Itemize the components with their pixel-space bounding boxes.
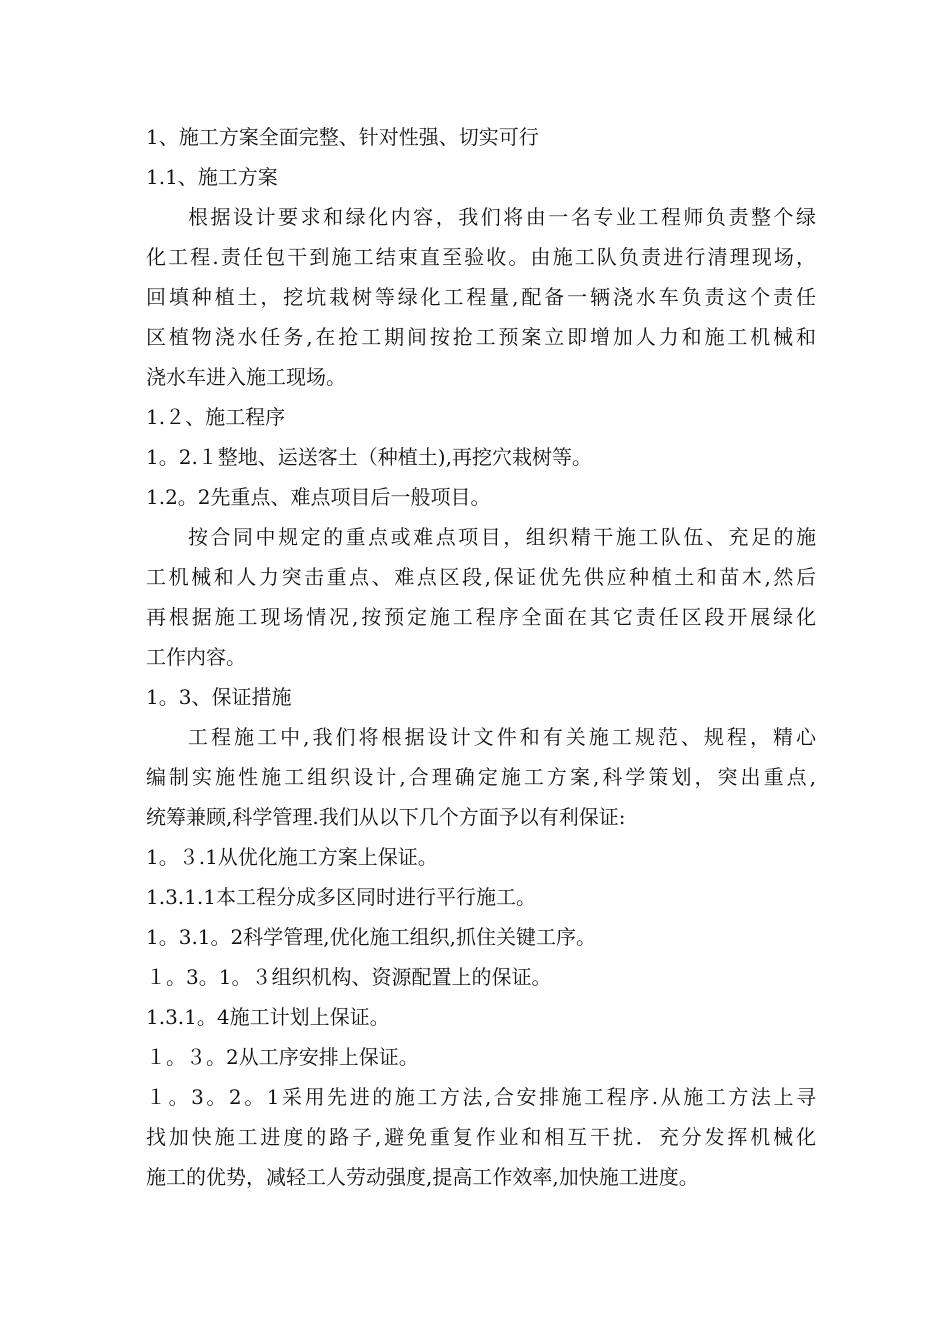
list-item-1-2-1: 1。2.１整地、运送客土（种植土),再挖穴栽树等。	[146, 445, 592, 469]
paragraph-guarantee-measures	[146, 717, 816, 837]
heading-1-2: 1.２、施工程序	[146, 405, 286, 429]
document-body	[146, 117, 816, 1197]
paragraph-line: 统筹兼顾,科学管理.我们从以下几个方面予以有利保证:	[146, 805, 626, 829]
list-item-1-3-1: 1。３.1从优化施工方案上保证。	[146, 845, 438, 869]
heading-1: 1、施工方案全面完整、针对性强、切实可行	[146, 125, 539, 149]
paragraph-line: １。3。2。1采用先进的施工方法,合安排施工程序.从施工方法上寻	[146, 1085, 816, 1109]
paragraph-line: 找加快施工进度的路子,避免重复作业和相互干扰．充分发挥机械化	[146, 1125, 816, 1149]
heading-1-1: 1.1、施工方案	[146, 165, 278, 189]
paragraph-line: 回填种植土，挖坑栽树等绿化工程量,配备一辆浇水车负责这个责任	[146, 285, 816, 309]
paragraph-line: 按合同中规定的重点或难点项目，组织精干施工队伍、充足的施	[188, 525, 816, 549]
paragraph-line: 编制实施性施工组织设计,合理确定施工方案,科学策划，突出重点,	[146, 765, 816, 789]
paragraph-line: 浇水车进入施工现场。	[146, 365, 346, 389]
paragraph-process-arrangement	[146, 1077, 816, 1197]
paragraph-construction-plan	[146, 197, 816, 397]
paragraph-line: 工作内容。	[146, 645, 246, 669]
paragraph-line: 工程施工中,我们将根据设计文件和有关施工规范、规程，精心	[188, 725, 816, 749]
paragraph-line: 化工程.责任包干到施工结束直至验收。由施工队负责进行清理现场，	[146, 245, 816, 269]
paragraph-line: 区植物浇水任务,在抢工期间按抢工预案立即增加人力和施工机械和	[146, 325, 816, 349]
paragraph-line: 再根据施工现场情况,按预定施工程序全面在其它责任区段开展绿化	[146, 605, 816, 629]
list-item-1-3-1-1: 1.3.1.1本工程分成多区同时进行平行施工。	[146, 885, 536, 909]
heading-1-3: 1。3、保证措施	[146, 685, 292, 709]
paragraph-line: 施工的优势，减轻工人劳动强度,提高工作效率,加快施工进度。	[146, 1165, 699, 1189]
list-item-1-3-2: １。３。2从工序安排上保证。	[146, 1045, 419, 1069]
list-item-1-2-2: 1.2。2先重点、难点项目后一般项目。	[146, 485, 491, 509]
list-item-1-3-1-2: 1。3.1。2科学管理,优化施工组织,抓住关键工序。	[146, 925, 596, 949]
paragraph-priority-items	[146, 517, 816, 677]
list-item-1-3-1-4: 1.3.1。4施工计划上保证。	[146, 1005, 390, 1029]
paragraph-line: 工机械和人力突击重点、难点区段,保证优先供应种植土和苗木,然后	[146, 565, 816, 589]
list-item-1-3-1-3: １。3。1。３组织机构、资源配置上的保证。	[146, 965, 552, 989]
paragraph-line: 根据设计要求和绿化内容，我们将由一名专业工程师负责整个绿	[188, 205, 816, 229]
